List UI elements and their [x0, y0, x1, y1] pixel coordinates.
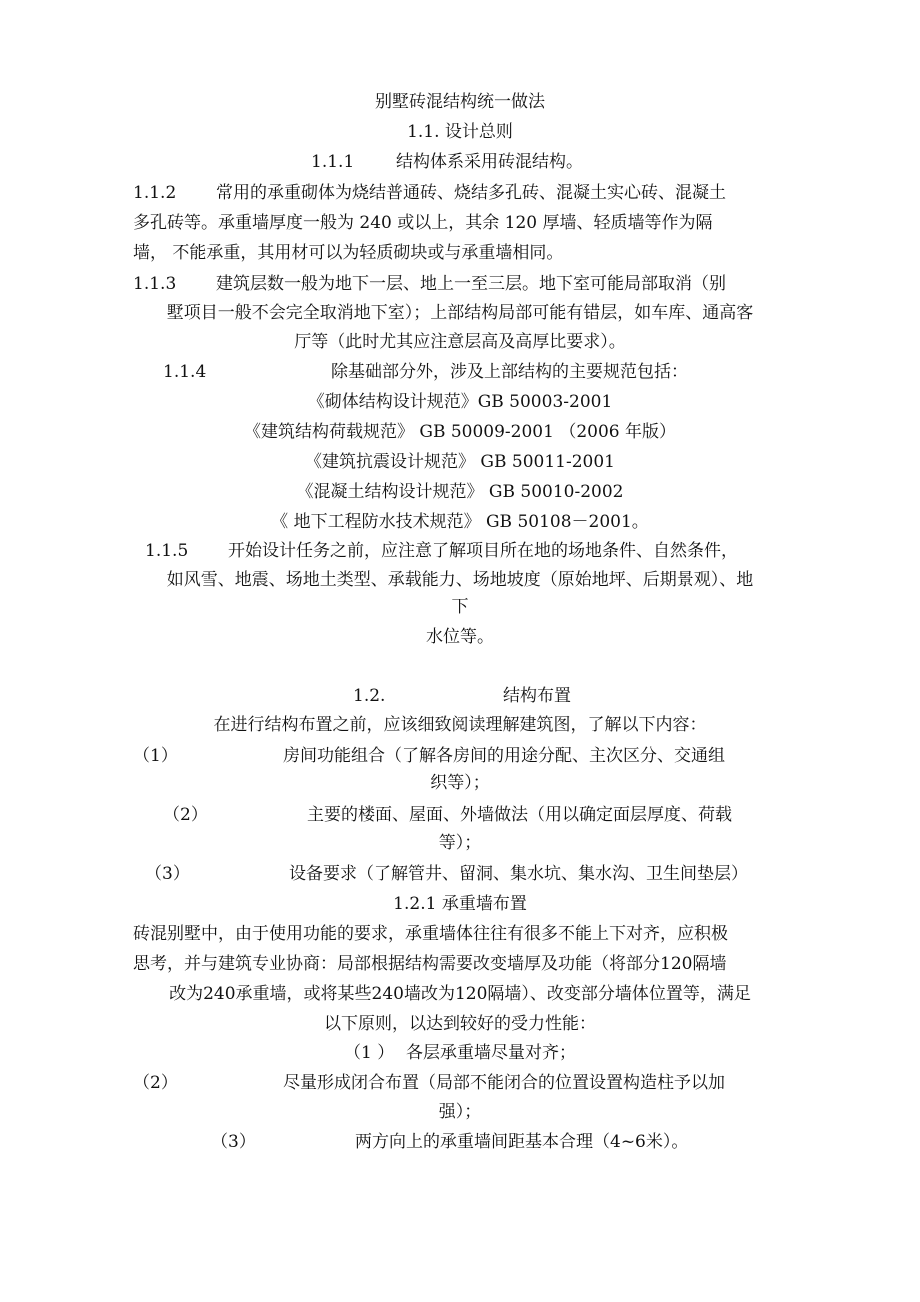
list-text: 等）；: [438, 833, 482, 853]
list-text: 织等）；: [430, 773, 490, 793]
clause-text: 建筑层数一般为地下一层、地上一至三层。地下室可能局部取消（别: [216, 274, 726, 294]
rule-text: 两方向上的承重墙间距基本合理（4~6米）。: [355, 1132, 689, 1152]
clause-text: 结构体系采用砖混结构。: [396, 152, 583, 172]
clause-text: 墅项目一般不会完全取消地下室）；上部结构局部可能有错层，如车库、通高客: [166, 303, 754, 323]
clause-text: 多孔砖等。承重墙厚度一般为 240 或以上，其余 120 厚墙、轻质墙等作为隔: [133, 213, 713, 233]
clause-text: 墙， 不能承重，其用材可以为轻质砌块或与承重墙相同。: [133, 243, 564, 263]
clause-text: 除基础部分外，涉及上部结构的主要规范包括：: [331, 362, 688, 382]
rule-text: 强）；: [438, 1102, 482, 1122]
rule-number: （1 ）: [344, 1043, 395, 1063]
paragraph-line: 砖混别墅中，由于使用功能的要求，承重墙体往往有很多不能上下对齐，应积极: [133, 924, 728, 944]
code-reference: 《建筑结构荷载规范》 GB 50009-2001 （2006 年版）: [243, 422, 677, 442]
section-heading: 结构布置: [503, 686, 571, 706]
clause-number: 1.1.1: [311, 152, 355, 172]
rule-text: 尽量形成闭合布置（局部不能闭合的位置设置构造柱予以加: [283, 1073, 725, 1093]
section-intro: 在进行结构布置之前，应该细致阅读理解建筑图，了解以下内容：: [213, 715, 707, 735]
section-number: 1.2.: [353, 686, 386, 706]
clause-text: 常用的承重砌体为烧结普通砖、烧结多孔砖、混凝土实心砖、混凝土: [216, 183, 726, 203]
rule-number: （3）: [211, 1132, 256, 1152]
code-reference: 《砌体结构设计规范》GB 50003-2001: [307, 392, 613, 412]
clause-text: 厅等（此时尤其应注意层高及高厚比要求）。: [294, 332, 626, 352]
subsection-heading: 1.2.1 承重墙布置: [393, 894, 527, 914]
list-number: （3）: [145, 864, 190, 884]
paragraph-line: 以下原则，以达到较好的受力性能：: [324, 1014, 596, 1034]
list-text: 房间功能组合（了解各房间的用途分配、主次区分、交通组: [283, 746, 725, 766]
code-reference: 《 地下工程防水技术规范》 GB 50108－2001。: [271, 512, 649, 532]
clause-number: 1.1.4: [163, 362, 207, 382]
doc-title: 别墅砖混结构统一做法: [375, 92, 545, 112]
clause-text: 如风雪、地震、场地土类型、承载能力、场地坡度（原始地坪、后期景观）、地: [166, 570, 754, 590]
list-text: 设备要求（了解管井、留洞、集水坑、集水沟、卫生间垫层）: [289, 864, 748, 884]
clause-number: 1.1.5: [145, 541, 189, 561]
rule-text: 各层承重墙尽量对齐；: [406, 1043, 576, 1063]
clause-text: 水位等。: [426, 627, 494, 647]
clause-number: 1.1.3: [133, 274, 177, 294]
list-number: （1）: [133, 746, 178, 766]
clause-number: 1.1.2: [133, 183, 177, 203]
paragraph-line: 改为240承重墙，或将某些240墙改为120隔墙）、改变部分墙体位置等，满足: [169, 984, 751, 1004]
list-number: （2）: [163, 805, 208, 825]
code-reference: 《混凝土结构设计规范》 GB 50010-2002: [296, 482, 624, 502]
clause-text: 下: [451, 597, 469, 617]
clause-text: 开始设计任务之前，应注意了解项目所在地的场地条件、自然条件，: [228, 541, 738, 561]
code-reference: 《建筑抗震设计规范》 GB 50011-2001: [305, 452, 615, 472]
section-1-1-heading: 1.1. 设计总则: [407, 122, 513, 142]
paragraph-line: 思考，并与建筑专业协商：局部根据结构需要改变墙厚及功能（将部分120隔墙: [133, 954, 727, 974]
rule-number: （2）: [133, 1073, 178, 1093]
list-text: 主要的楼面、屋面、外墙做法（用以确定面层厚度、荷载: [307, 805, 732, 825]
